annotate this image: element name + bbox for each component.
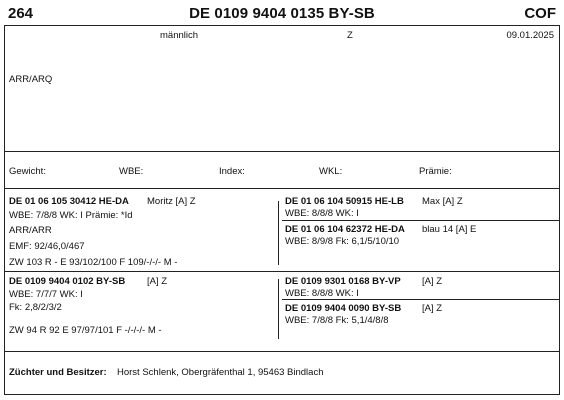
mother-parents-connector [278,279,279,339]
father-emf: EMF: 92/46,0/467 [9,241,85,252]
divider-pedigree-top [4,188,560,189]
father-mother-ring: DE 01 06 104 62372 HE-DA [285,224,405,235]
gene-note: ARR/ARQ [9,74,53,85]
divider-parents [4,271,560,272]
mother-mother-ring: DE 0109 9404 0090 BY-SB [285,303,402,314]
breeder-value: Horst Schlenk, Obergräfenthal 1, 95463 Bindlach [117,367,324,378]
father-parents-connector [278,201,279,265]
mother-parents-divider [282,299,560,300]
weight-label: Gewicht: [9,166,46,177]
mother-fk: Fk: 2,8/2/3/2 [9,302,62,313]
ring-number-title: DE 0109 9404 0135 BY-SB [189,5,375,22]
mother-father-ring: DE 0109 9301 0168 BY-VP [285,276,401,287]
father-father-wbe: WBE: 8/8/8 WK: I [285,208,359,219]
father-genes: ARR/ARR [9,225,52,236]
wkl-label: WKL: [319,166,343,177]
divider-breeder [4,351,560,352]
father-ring: DE 01 06 105 30412 HE-DA [9,196,129,207]
mother-ring: DE 0109 9404 0102 BY-SB [9,276,126,287]
mother-zw: ZW 94 R 92 E 97/97/101 F -/-/-/- M - [9,325,162,336]
praemie-label: Prämie: [419,166,452,177]
breeder-label: Züchter und Besitzer: [9,367,107,378]
wbe-label: WBE: [119,166,144,177]
class-code: COF [524,5,556,22]
divider-stats-top [4,151,560,152]
father-mother-wbe: WBE: 8/9/8 Fk: 6,1/5/10/10 [285,236,400,247]
sex-flag: Z [347,30,353,41]
mother-mother-wbe: WBE: 7/8/8 Fk: 5,1/4/8/8 [285,315,389,326]
mother-father-wbe: WBE: 8/8/8 WK: I [285,288,359,299]
father-parents-divider [282,220,560,221]
sex: männlich [160,30,199,41]
father-father-name: Max [A] Z [422,196,463,207]
index-label: Index: [219,166,245,177]
mother-wbe: WBE: 7/7/7 WK: I [9,289,83,300]
mother-name: [A] Z [147,276,168,287]
date: 09.01.2025 [506,30,554,41]
father-father-ring: DE 01 06 104 50915 HE-LB [285,196,404,207]
father-name: Moritz [A] Z [147,196,196,207]
mother-father-name: [A] Z [422,276,443,287]
catalog-number: 264 [8,5,34,22]
father-wbe: WBE: 7/8/8 WK: I Prämie: *Id [9,210,133,221]
mother-mother-name: [A] Z [422,303,443,314]
father-zw: ZW 103 R - E 93/102/100 F 109/-/-/- M - [9,257,178,268]
father-mother-name: blau 14 [A] E [422,224,477,235]
